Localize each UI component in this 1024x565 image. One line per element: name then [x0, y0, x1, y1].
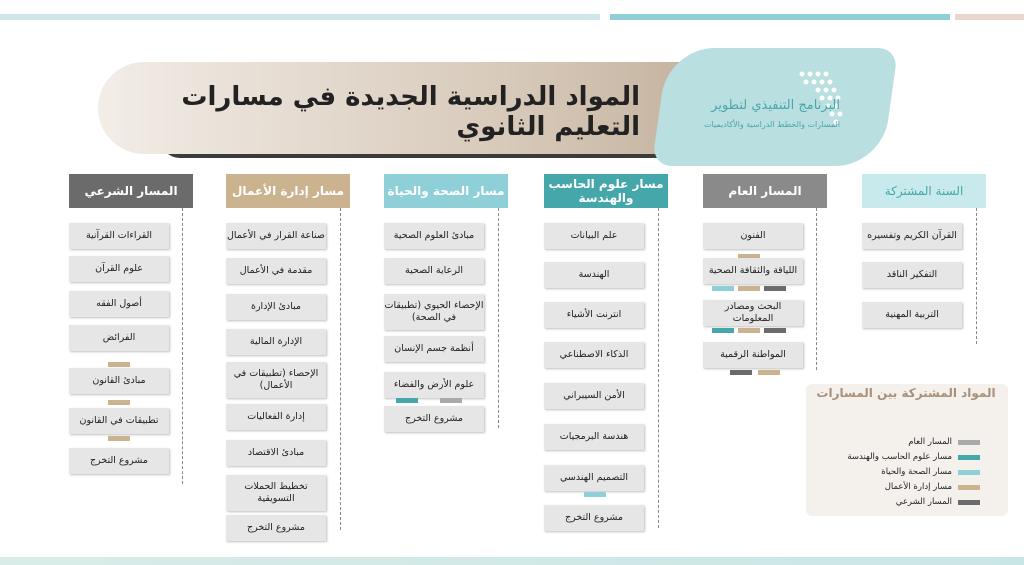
legend-swatch [958, 440, 980, 445]
legend-item: المسار العام [820, 436, 980, 448]
column-title: المسار العام [728, 184, 802, 198]
list-item: مبادئ الإدارة [226, 294, 326, 320]
legend-swatch [958, 455, 980, 460]
list-item: إدارة الفعاليات [226, 404, 326, 430]
shared-marker [764, 328, 786, 333]
list-item: اللياقة والثقافة الصحية [703, 258, 803, 284]
column-header-sharia [69, 174, 193, 208]
list-item: البحث ومصادر المعلومات [703, 300, 803, 326]
logo-subtitle: المسارات والخطط الدراسية والأكاديميات [704, 120, 840, 129]
legend-swatch [958, 470, 980, 475]
connector-line [816, 208, 817, 370]
top-accent-segment [610, 14, 950, 20]
list-item: الذكاء الاصطناعي [544, 342, 644, 368]
top-accent-segment [955, 14, 1024, 20]
list-item: أصول الفقه [69, 291, 169, 317]
legend-item: مسار الصحة والحياة [820, 466, 980, 478]
top-accent-bar [0, 0, 1024, 20]
list-item: القراءات القرآنية [69, 223, 169, 249]
column-title: مسار علوم الحاسب والهندسة [548, 177, 664, 205]
legend-swatch [958, 500, 980, 505]
list-item: هندسة البرمجيات [544, 424, 644, 450]
shared-marker [758, 370, 780, 375]
list-item: تطبيقات في القانون [69, 408, 169, 434]
connector-line [658, 208, 659, 528]
list-item: صناعة القرار في الأعمال [226, 223, 326, 249]
list-item: مشروع التخرج [384, 406, 484, 432]
column-title: المسار الشرعي [84, 184, 178, 198]
shared-marker [108, 436, 130, 441]
shared-marker [712, 328, 734, 333]
shared-marker [730, 370, 752, 375]
legend-title: المواد المشتركة بين المسارات [816, 386, 996, 400]
shared-marker [440, 398, 462, 403]
column-title: مسار إدارة الأعمال [232, 184, 344, 198]
list-item: انترنت الأشياء [544, 302, 644, 328]
legend-item: مسار علوم الحاسب والهندسة [820, 451, 980, 463]
list-item: القرآن الكريم وتفسيره [862, 223, 962, 249]
list-item: تخطيط الحملات التسويقية [226, 475, 326, 511]
list-item: التربية المهنية [862, 302, 962, 328]
shared-marker [764, 286, 786, 291]
column-title: مسار الصحة والحياة [387, 184, 505, 198]
list-item: المواطنة الرقمية [703, 342, 803, 368]
bottom-accent-bar [0, 557, 1024, 565]
list-item: التصميم الهندسي [544, 465, 644, 491]
list-item: الإحصاء الحيوي (تطبيقات في الصحة) [384, 294, 484, 330]
list-item: علوم الأرض والفضاء [384, 372, 484, 398]
connector-line [498, 208, 499, 428]
list-item: علم البيانات [544, 223, 644, 249]
legend-swatch [958, 485, 980, 490]
list-item: الهندسة [544, 262, 644, 288]
shared-marker [108, 362, 130, 367]
logo-title: البرنامج التنفيذي لتطوير [711, 98, 840, 113]
shared-marker [738, 286, 760, 291]
list-item: الرعاية الصحية [384, 258, 484, 284]
list-item: الإحصاء (تطبيقات في الأعمال) [226, 362, 326, 398]
shared-marker [108, 400, 130, 405]
list-item: مشروع التخرج [226, 515, 326, 541]
list-item: مشروع التخرج [544, 505, 644, 531]
column-header-business [226, 174, 350, 208]
column-header-cs [544, 174, 668, 208]
list-item: الإدارة المالية [226, 329, 326, 355]
list-item: التفكير الناقد [862, 262, 962, 288]
list-item: الفرائض [69, 325, 169, 351]
legend-item: المسار الشرعي [820, 496, 980, 508]
column-header-common [862, 174, 986, 208]
list-item: مقدمة في الأعمال [226, 258, 326, 284]
shared-marker [738, 328, 760, 333]
legend-item: مسار إدارة الأعمال [820, 481, 980, 493]
list-item: الفنون [703, 223, 803, 249]
list-item: علوم القرآن [69, 256, 169, 282]
list-item: مبادئ القانون [69, 368, 169, 394]
top-accent-segment [0, 14, 600, 20]
column-header-general [703, 174, 827, 208]
column-title: السنة المشتركة [884, 184, 964, 198]
connector-line [182, 208, 183, 484]
connector-line [976, 208, 977, 344]
list-item: مبادئ العلوم الصحية [384, 223, 484, 249]
page-title: المواد الدراسية الجديدة في مسارات التعليم الثانوي [181, 82, 640, 142]
shared-marker [712, 286, 734, 291]
connector-line [340, 208, 341, 530]
list-item: الأمن السيبراني [544, 383, 644, 409]
column-header-health [384, 174, 508, 208]
list-item: أنظمة جسم الإنسان [384, 336, 484, 362]
list-item: مبادئ الاقتصاد [226, 440, 326, 466]
shared-marker [396, 398, 418, 403]
shared-marker [584, 492, 606, 497]
list-item: مشروع التخرج [69, 448, 169, 474]
